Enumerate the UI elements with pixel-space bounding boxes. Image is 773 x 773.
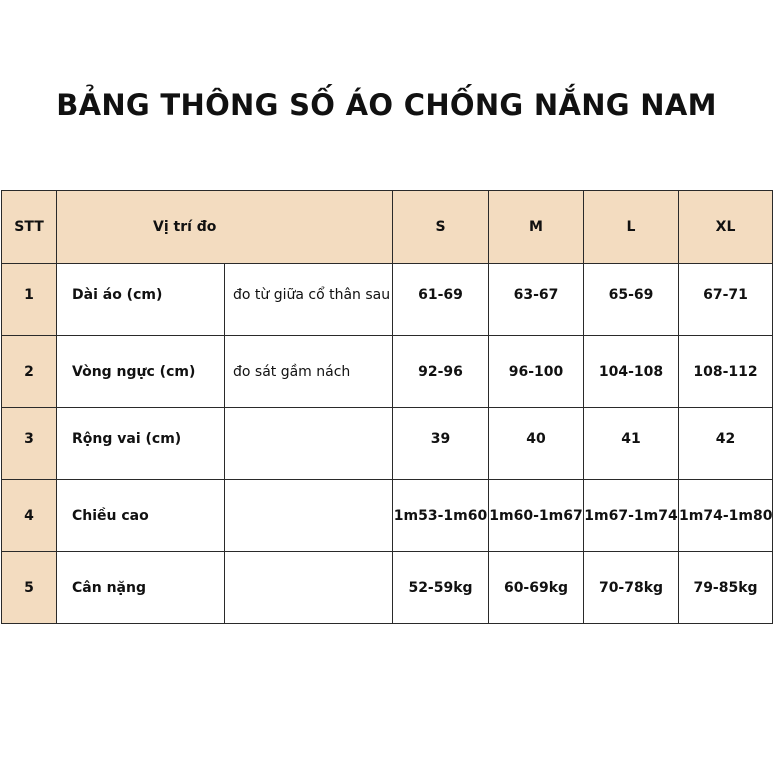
- row-stt: 4: [2, 480, 57, 552]
- row-desc: đo từ giữa cổ thân sau: [225, 264, 393, 336]
- row-desc: [225, 480, 393, 552]
- row-value-xl: 42: [679, 408, 773, 480]
- header-row: [2, 191, 773, 264]
- row-value-s: 92-96: [393, 336, 489, 408]
- row-stt: 2: [2, 336, 57, 408]
- table-row: [2, 336, 773, 408]
- row-value-m: 1m60-1m67: [489, 480, 584, 552]
- row-value-l: 104-108: [584, 336, 679, 408]
- row-name: Chiều cao: [57, 480, 225, 552]
- row-name: Cân nặng: [57, 552, 225, 624]
- row-stt: 1: [2, 264, 57, 336]
- header-position: [57, 191, 393, 264]
- row-value-m: 40: [489, 408, 584, 480]
- row-value-l: 1m67-1m74: [584, 480, 679, 552]
- header-stt: STT: [2, 191, 57, 264]
- row-value-xl: 1m74-1m80: [679, 480, 773, 552]
- row-desc: đo sát gầm nách: [225, 336, 393, 408]
- row-desc: [225, 408, 393, 480]
- header-size-s: S: [393, 191, 489, 264]
- row-value-l: 70-78kg: [584, 552, 679, 624]
- row-value-s: 1m53-1m60: [393, 480, 489, 552]
- header-size-m: M: [489, 191, 584, 264]
- row-stt: 3: [2, 408, 57, 480]
- row-value-l: 65-69: [584, 264, 679, 336]
- size-chart-table: [1, 190, 773, 624]
- row-value-m: 96-100: [489, 336, 584, 408]
- row-value-xl: 79-85kg: [679, 552, 773, 624]
- row-value-s: 61-69: [393, 264, 489, 336]
- row-value-l: 41: [584, 408, 679, 480]
- table-row: [2, 480, 773, 552]
- row-name: Rộng vai (cm): [57, 408, 225, 480]
- header-size-l: L: [584, 191, 679, 264]
- row-name: Dài áo (cm): [57, 264, 225, 336]
- row-value-xl: 108-112: [679, 336, 773, 408]
- page-title: BẢNG THÔNG SỐ ÁO CHỐNG NẮNG NAM: [56, 88, 717, 122]
- table-row: [2, 552, 773, 624]
- table-row: [2, 264, 773, 336]
- row-name: Vòng ngực (cm): [57, 336, 225, 408]
- row-value-s: 39: [393, 408, 489, 480]
- row-desc: [225, 552, 393, 624]
- row-value-m: 60-69kg: [489, 552, 584, 624]
- row-value-s: 52-59kg: [393, 552, 489, 624]
- header-size-xl: XL: [679, 191, 773, 264]
- row-stt: 5: [2, 552, 57, 624]
- row-value-xl: 67-71: [679, 264, 773, 336]
- row-value-m: 63-67: [489, 264, 584, 336]
- table-row: [2, 408, 773, 480]
- header-position-label: Vị trí đo: [153, 219, 217, 235]
